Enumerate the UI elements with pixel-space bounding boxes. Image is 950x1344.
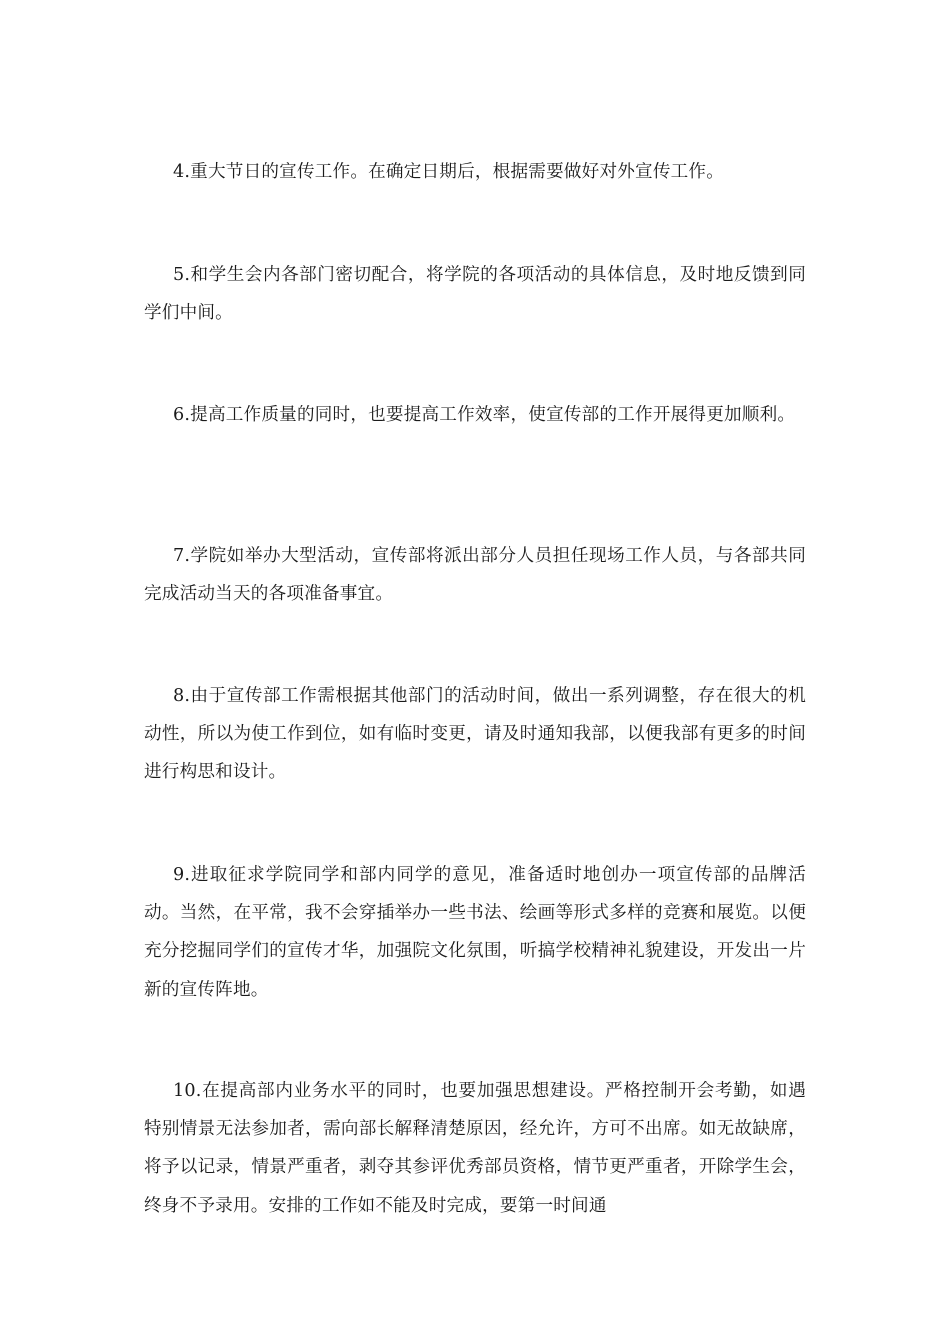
paragraph-item-5: 5.和学生会内各部门密切配合，将学院的各项活动的具体信息，及时地反馈到同学们中间。 [144, 265, 806, 324]
paragraph-item-6: 6.提高工作质量的同时，也要提高工作效率，使宣传部的工作开展得更加顺利。 [173, 405, 796, 425]
paragraph-item-8: 8.由于宣传部工作需根据其他部门的活动时间，做出一系列调整，存在很大的机动性，所以为使工作到位，如有临时变更，请及时通知我部，以便我部有更多的时间进行构思和设计。 [144, 686, 806, 783]
paragraph-item-4: 4.重大节日的宣传工作。在确定日期后，根据需要做好对外宣传工作。 [173, 162, 725, 182]
paragraph-item-9: 9.进取征求学院同学和部内同学的意见，准备适时地创办一项宣传部的品牌活动。当然，在平常，我不会穿插举办一些书法、绘画等形式多样的竞赛和展览。以便充分挖掘同学们的宣传才华，加强院文化氛围，听搞学校精神礼貌建设，开发出一片新的宣传阵地。 [144, 865, 806, 1000]
paragraph-item-7: 7.学院如举办大型活动，宣传部将派出部分人员担任现场工作人员，与各部共同完成活动当天的各项准备事宜。 [144, 546, 806, 605]
paragraph-item-10: 10.在提高部内业务水平的同时，也要加强思想建设。严格控制开会考勤，如遇特别情景无法参加者，需向部长解释清楚原因，经允许，方可不出席。如无故缺席，将予以记录，情景严重者，剥夺其参评优秀部员资格，情节更严重者，开除学生会，终身不予录用。安排的工作如不能及时完成，要第一时间通 [144, 1081, 806, 1216]
